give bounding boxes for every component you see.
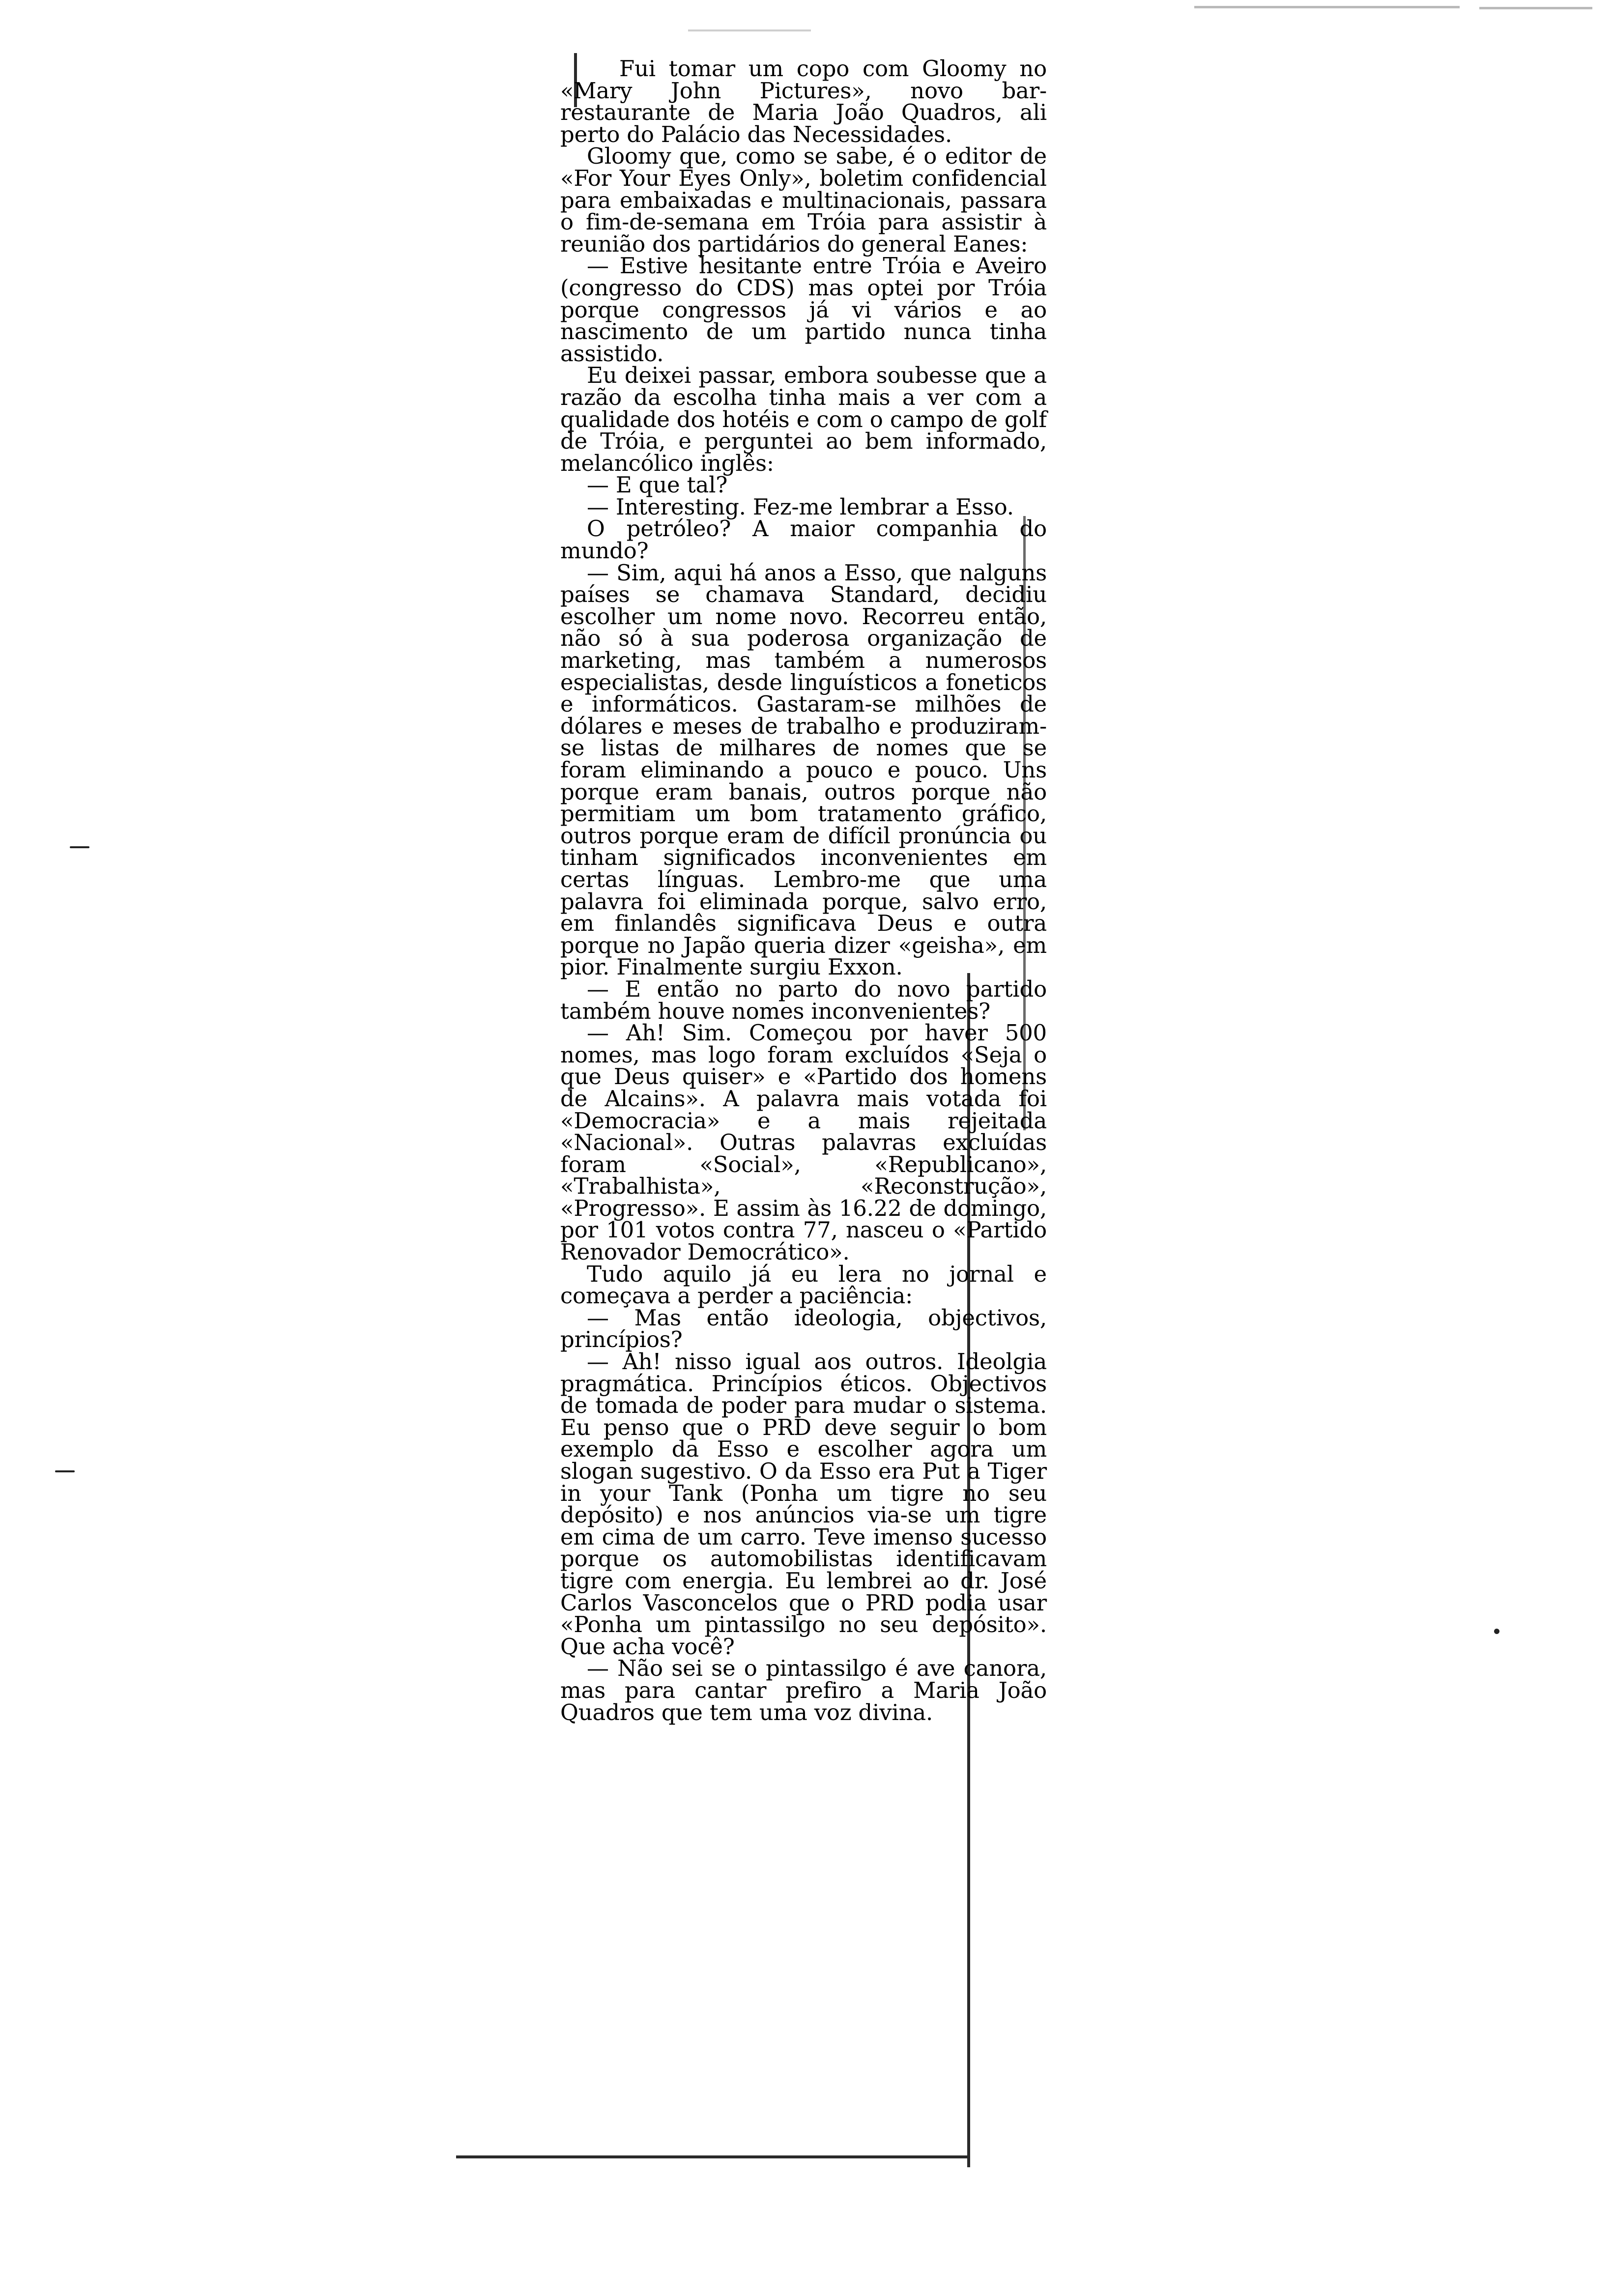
margin-dash-left-1	[70, 846, 89, 848]
paragraph: Tudo aquilo já eu lera no jornal e começava a perder a paciência:	[560, 1261, 1047, 1309]
paragraph: — Estive hesitante entre Tróia e Aveiro (congresso do CDS) mas optei por Tróia porque congressos já vi vários e ao nascimento de um partido nunca tinha assistido.	[560, 253, 1047, 367]
scan-artifact-top-right	[1194, 6, 1460, 8]
paragraph: — Ah! Sim. Começou por haver 500 nomes, mas logo foram excluídos «Seja o que Deus quiser» e «Partido dos homens de Alcains». A palavra mais votada foi «Democracia» e a mais rejeitada «Nacional». Outras palavras excluídas foram «Social», «Republicano», «Trabalhista», «Reconstrução», «Progresso». E assim às 16.22 de domingo, por 101 votos contra 77, nasceu o «Partido Renovador Democrático».	[560, 1020, 1047, 1265]
paragraph: O petróleo? A maior companhia do mundo?	[560, 516, 1047, 564]
paragraph: Eu deixei passar, embora soubesse que a razão da escolha tinha mais a ver com a qualidade dos hotéis e com o campo de golf de Tróia, e perguntei ao bem informado, melancólico inglês:	[560, 362, 1047, 476]
scan-artifact-top-left	[688, 29, 811, 31]
paragraph: — Não sei se o pintassilgo é ave canora, mas para cantar prefiro a Maria João Quadros que tem uma voz divina.	[560, 1655, 1047, 1725]
paragraph: Fui tomar um copo com Gloomy no «Mary John Pictures», novo bar-restaurante de Maria João Quadros, ali perto do Palácio das Necessidades.	[560, 56, 1047, 147]
paragraph: — Interesting. Fez-me lembrar a Esso.	[587, 493, 1014, 520]
paragraph: Gloomy que, como se sabe, é o editor de «For Your Eyes Only», boletim confidencial para embaixadas e multinacionais, passara o fim-de-semana em Tróia para assistir à reunião dos partidários do general Eanes:	[560, 143, 1047, 257]
paragraph: — Mas então ideologia, objectivos, princípios?	[560, 1304, 1047, 1353]
scan-artifact-top-right-2	[1479, 7, 1592, 9]
newspaper-clipping	[560, 58, 1047, 1723]
paragraph: — E então no parto do novo partido também houve nomes inconvenientes?	[560, 976, 1047, 1024]
paragraph: — Ah! nisso igual aos outros. Ideolgia pragmática. Princípios éticos. Objectivos de tomada de poder para mudar o sistema. Eu penso que o PRD deve seguir o bom exemplo da Esso e escolher agora um slogan sugestivo. O da Esso era Put a Tiger in your Tank (Ponha um tigre no seu depósito) e nos anúncios via-se um tigre em cima de um carro. Teve imenso sucesso porque os automobilistas identificavam tigre com energia. Eu lembrei ao dr. José Carlos Vasconcelos que o PRD podia usar «Ponha um pintassilgo no seu depósito». Que acha você?	[560, 1349, 1047, 1660]
column-bottom-rule	[456, 2155, 967, 2158]
margin-dash-left-2	[55, 1470, 75, 1472]
paragraph: — Sim, aqui há anos a Esso, que nalguns países se chamava Standard, decidiu escolher um nome novo. Recorreu então, não só à sua poderosa organização de marketing, mas também a numerosos especialistas, desde linguísticos a foneticos e informáticos. Gastaram-se milhões de dólares e meses de trabalho e produziram-se listas de milhares de nomes que se foram eliminando a pouco e pouco. Uns porque eram banais, outros porque não permitiam um bom tratamento gráfico, outros porque eram de difícil pronúncia ou tinham significados inconvenientes em certas línguas. Lembro-me que uma palavra foi eliminada porque, salvo erro, em finlandês significava Deus e outra porque no Japão queria dizer «geisha», em pior. Finalmente surgiu Exxon.	[560, 559, 1047, 980]
paragraph: — E que tal?	[587, 472, 728, 498]
margin-dot-right	[1494, 1629, 1499, 1634]
